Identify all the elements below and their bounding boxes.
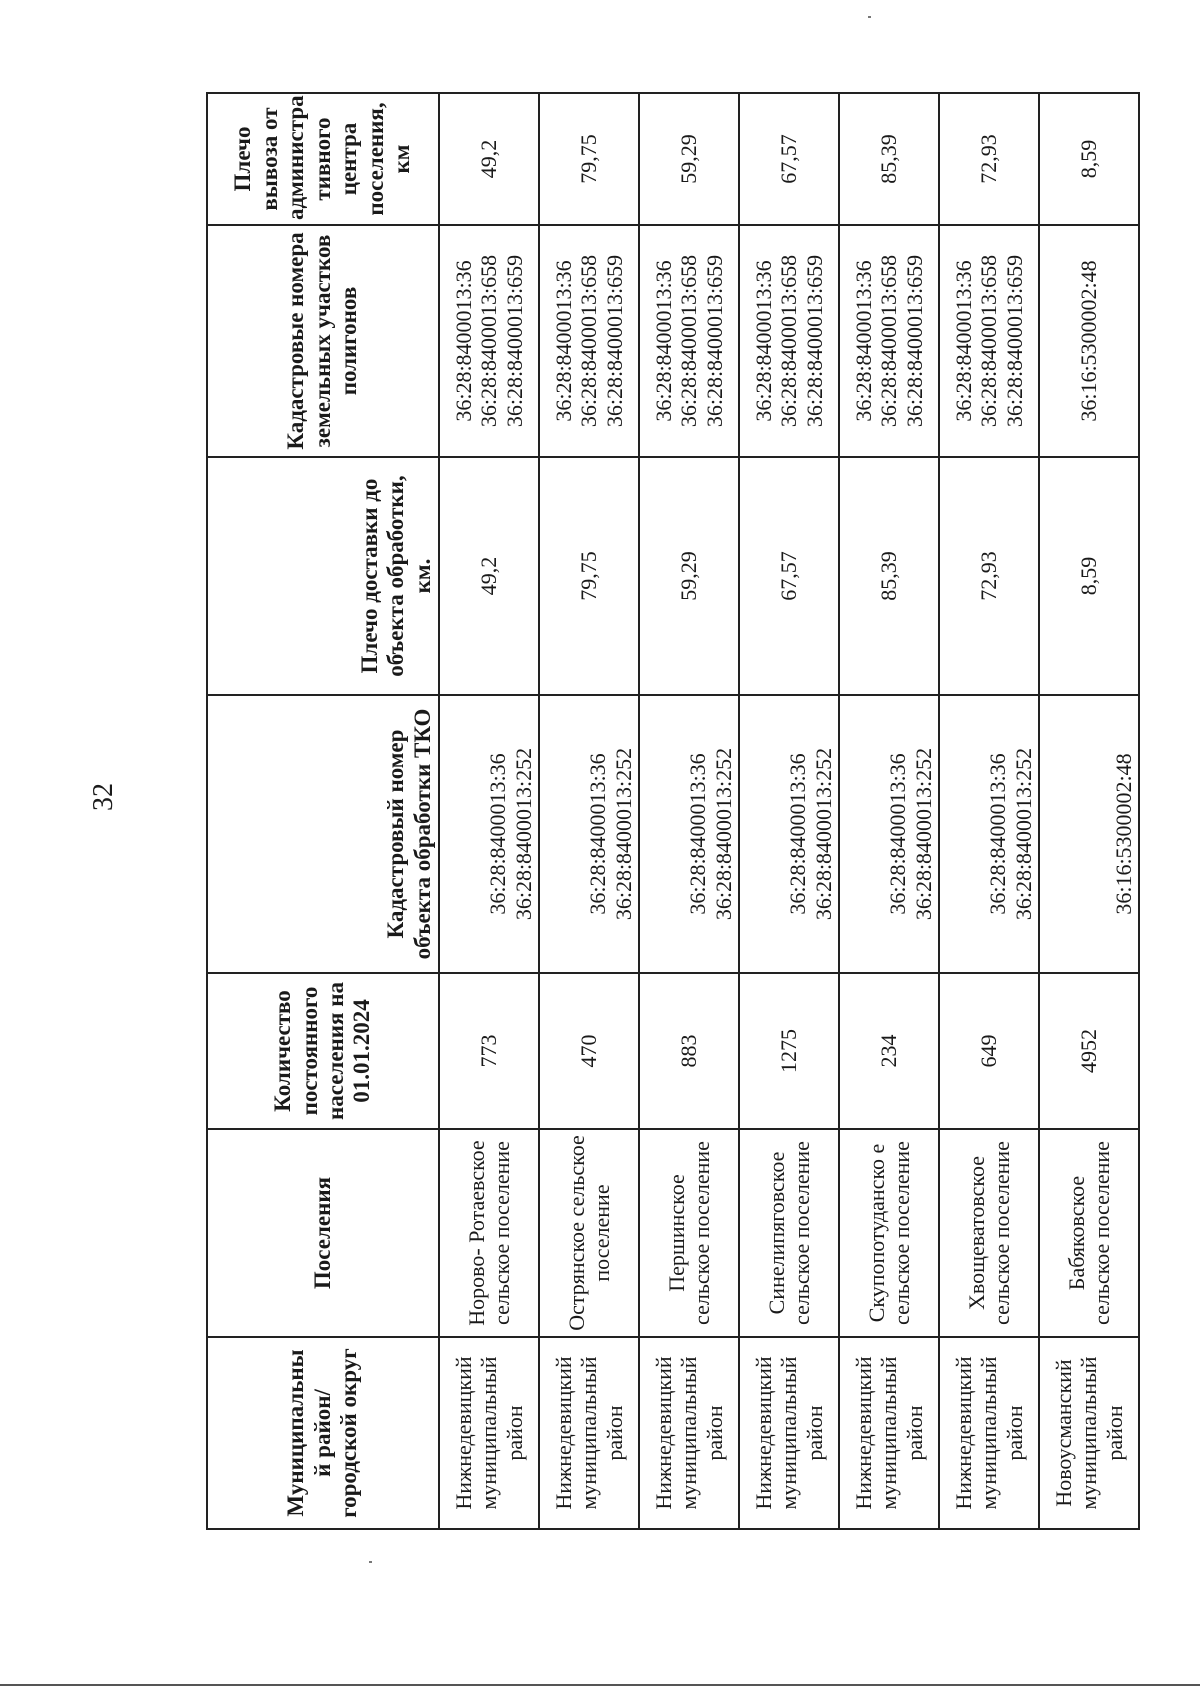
scan-speck: [868, 16, 871, 18]
cell-settlement: Бабяковское сельское поселение: [1039, 1129, 1139, 1337]
cell-landfill-cadastral-line: 36:28:8400013:658: [676, 254, 702, 428]
cell-processing-cadastral-line: 36:28:8400013:252: [1010, 747, 1036, 921]
table-row: [639, 93, 739, 1529]
cell-export-km: 8,59: [1039, 93, 1139, 225]
cell-processing-cadastral: [539, 695, 639, 973]
table-row: [739, 93, 839, 1529]
header-landfill-cadastral: Кадастровые номера земельных участков полигонов: [207, 225, 439, 457]
cell-processing-cadastral-line: 36:28:8400013:252: [810, 747, 836, 921]
cell-export-km: 49,2: [439, 93, 539, 225]
header-population: Количество постоянного населения на 01.01.2024: [207, 973, 439, 1129]
data-table-container: [206, 94, 1140, 1530]
cell-landfill-cadastral: [539, 225, 639, 457]
cell-processing-cadastral-line: 36:28:8400013:36: [685, 753, 711, 915]
cell-processing-cadastral: [739, 695, 839, 973]
cell-population: 1275: [739, 973, 839, 1129]
table-header-row: [207, 93, 439, 1529]
cell-delivery-km: 8,59: [1039, 457, 1139, 695]
cell-population: 470: [539, 973, 639, 1129]
bottom-rule: [0, 1684, 1200, 1686]
cell-landfill-cadastral-line: 36:28:8400013:659: [1001, 254, 1027, 428]
header-settlement: Поселения: [207, 1129, 439, 1337]
cell-district: Нижнедевицкий муниципальный район: [439, 1337, 539, 1529]
page-number: 32: [88, 783, 119, 811]
cell-landfill-cadastral-line: 36:28:8400013:36: [951, 260, 977, 422]
cell-landfill-cadastral-line: 36:28:8400013:659: [501, 254, 527, 428]
cell-district: Нижнедевицкий муниципальный район: [639, 1337, 739, 1529]
cell-landfill-cadastral-line: 36:28:8400013:658: [476, 254, 502, 428]
table-body: [439, 93, 1139, 1529]
cell-landfill-cadastral-line: 36:28:8400013:658: [776, 254, 802, 428]
cell-landfill-cadastral: [839, 225, 939, 457]
cell-export-km: 72,93: [939, 93, 1039, 225]
cell-settlement: Острянское сельское поселение: [539, 1129, 639, 1337]
cell-landfill-cadastral: [1039, 225, 1139, 457]
header-district: Муниципальны й район/ городской округ: [207, 1337, 439, 1529]
table-row: [539, 93, 639, 1529]
cell-processing-cadastral-line: 36:28:8400013:36: [885, 753, 911, 915]
cell-landfill-cadastral-line: 36:28:8400013:658: [576, 254, 602, 428]
cell-processing-cadastral-line: 36:16:5300002:48: [1110, 753, 1136, 915]
table-row: [939, 93, 1039, 1529]
cell-settlement: Першинское сельское поселение: [639, 1129, 739, 1337]
cell-export-km: 67,57: [739, 93, 839, 225]
cell-delivery-km: 79,75: [539, 457, 639, 695]
cell-processing-cadastral-line: 36:28:8400013:252: [910, 747, 936, 921]
cell-landfill-cadastral: [939, 225, 1039, 457]
cell-population: 4952: [1039, 973, 1139, 1129]
cell-landfill-cadastral-line: 36:28:8400013:658: [876, 254, 902, 428]
table-row: [439, 93, 539, 1529]
cell-delivery-km: 49,2: [439, 457, 539, 695]
cell-settlement: Синелипяговское сельское поселение: [739, 1129, 839, 1337]
cell-processing-cadastral-line: 36:28:8400013:252: [610, 747, 636, 921]
cell-settlement: Хвощеватовское сельское поселение: [939, 1129, 1039, 1337]
cell-processing-cadastral: [839, 695, 939, 973]
cell-population: 234: [839, 973, 939, 1129]
cell-delivery-km: 67,57: [739, 457, 839, 695]
cell-export-km: 79,75: [539, 93, 639, 225]
cell-processing-cadastral: [639, 695, 739, 973]
cell-processing-cadastral-line: 36:28:8400013:36: [785, 753, 811, 915]
cell-population: 773: [439, 973, 539, 1129]
cell-landfill-cadastral-line: 36:28:8400013:659: [701, 254, 727, 428]
cell-settlement: Скупопотуданско е сельское поселение: [839, 1129, 939, 1337]
table-row: [1039, 93, 1139, 1529]
cell-delivery-km: 59,29: [639, 457, 739, 695]
cell-population: 883: [639, 973, 739, 1129]
cell-district: Нижнедевицкий муниципальный район: [739, 1337, 839, 1529]
cell-processing-cadastral-line: 36:28:8400013:252: [710, 747, 736, 921]
cell-landfill-cadastral-line: 36:28:8400013:36: [451, 260, 477, 422]
cell-landfill-cadastral-line: 36:28:8400013:36: [851, 260, 877, 422]
cell-landfill-cadastral: [739, 225, 839, 457]
cell-processing-cadastral-line: 36:28:8400013:36: [485, 753, 511, 915]
cell-processing-cadastral: [439, 695, 539, 973]
cell-landfill-cadastral: [439, 225, 539, 457]
cell-landfill-cadastral-line: 36:28:8400013:36: [551, 260, 577, 422]
cell-district: Новоусманский муниципальный район: [1039, 1337, 1139, 1529]
cell-processing-cadastral: [1039, 695, 1139, 973]
cell-landfill-cadastral-line: 36:28:8400013:659: [801, 254, 827, 428]
cell-processing-cadastral-line: 36:28:8400013:36: [985, 753, 1011, 915]
header-export-km: Плечо вывоза от администра тивного центра поселения, км: [207, 93, 439, 225]
cell-settlement: Норово- Ротаевское сельское поселение: [439, 1129, 539, 1337]
cell-processing-cadastral-line: 36:28:8400013:252: [510, 747, 536, 921]
table-row: [839, 93, 939, 1529]
cell-district: Нижнедевицкий муниципальный район: [939, 1337, 1039, 1529]
cell-landfill-cadastral-line: 36:28:8400013:36: [651, 260, 677, 422]
data-table: [206, 92, 1140, 1530]
cell-landfill-cadastral-line: 36:28:8400013:659: [601, 254, 627, 428]
cell-processing-cadastral-line: 36:28:8400013:36: [585, 753, 611, 915]
cell-export-km: 59,29: [639, 93, 739, 225]
cell-processing-cadastral: [939, 695, 1039, 973]
cell-population: 649: [939, 973, 1039, 1129]
scan-speck: [369, 1561, 372, 1563]
cell-district: Нижнедевицкий муниципальный район: [839, 1337, 939, 1529]
cell-landfill-cadastral-line: 36:28:8400013:36: [751, 260, 777, 422]
cell-landfill-cadastral-line: 36:16:5300002:48: [1076, 260, 1102, 422]
header-delivery-km: Плечо доставки до объекта обработки, км.: [207, 457, 439, 695]
cell-delivery-km: 72,93: [939, 457, 1039, 695]
header-processing-cadastral: Кадастровый номер объекта обработки ТКО: [207, 695, 439, 973]
cell-export-km: 85,39: [839, 93, 939, 225]
cell-landfill-cadastral-line: 36:28:8400013:658: [976, 254, 1002, 428]
cell-landfill-cadastral-line: 36:28:8400013:659: [901, 254, 927, 428]
cell-district: Нижнедевицкий муниципальный район: [539, 1337, 639, 1529]
cell-landfill-cadastral: [639, 225, 739, 457]
cell-delivery-km: 85,39: [839, 457, 939, 695]
